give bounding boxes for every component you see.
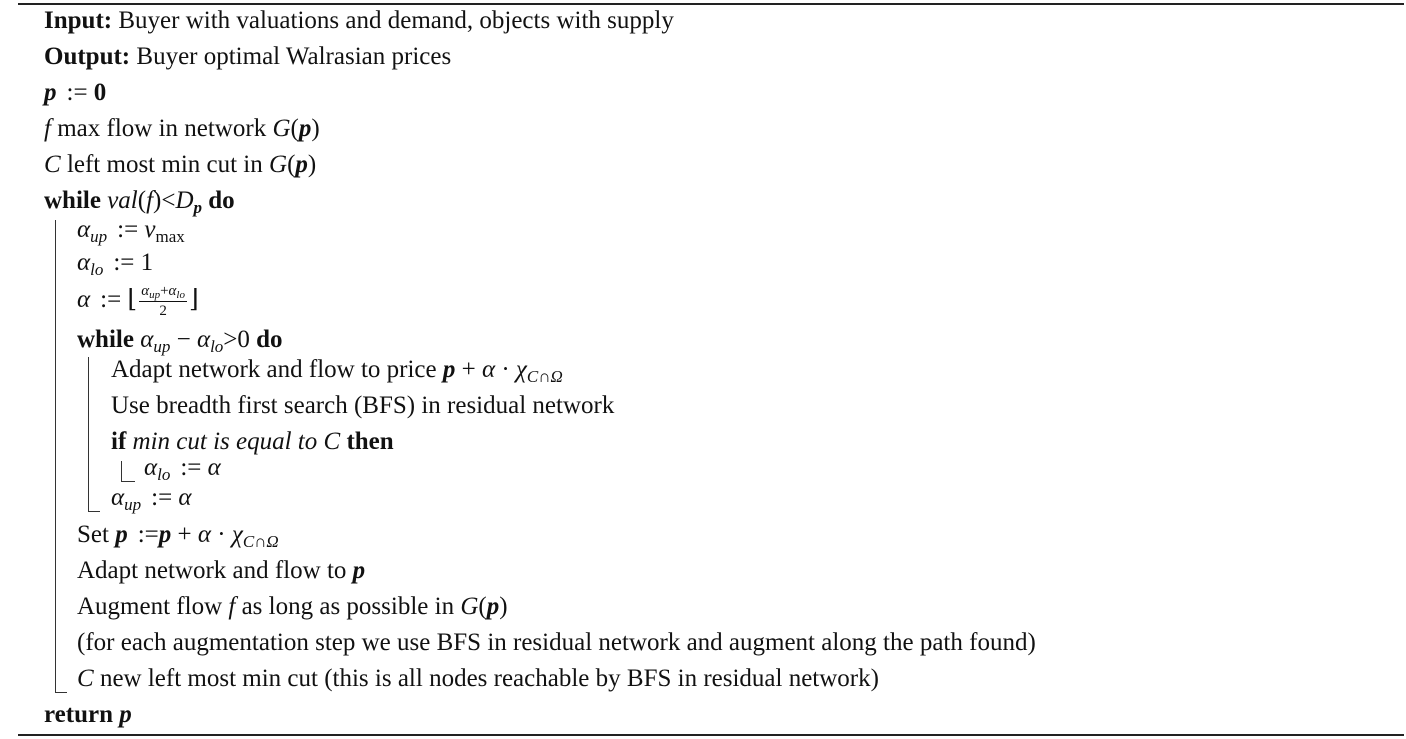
cut-var: C [44, 151, 61, 178]
price-var: p [442, 356, 456, 383]
alpha-symbol: α [197, 521, 211, 548]
init-price-line [44, 78, 106, 108]
alpha-sub: up [90, 227, 108, 246]
input-text: Buyer with valuations and demand, objects with supply [118, 7, 674, 34]
plus-op: + [461, 356, 476, 383]
price-var: p [352, 557, 366, 584]
return-line [44, 700, 132, 730]
alpha-sub: lo [90, 260, 104, 279]
graph-var: G [460, 593, 479, 620]
flow-var: f [146, 187, 154, 214]
if-block-bar [121, 461, 122, 481]
alpha-symbol: α [196, 326, 211, 353]
price-var: p [486, 593, 500, 620]
if-body-line [144, 453, 221, 483]
dot-op: · [217, 521, 226, 548]
new-cut-line [77, 664, 879, 694]
alpha-sub: up [153, 337, 171, 356]
chi-sub: C∩Ω [242, 532, 279, 551]
assign-op: := [66, 79, 88, 106]
zero-vector: 0 [93, 79, 107, 106]
new-cut-text: new left most min cut (this is all nodes reachable by BFS in residual network) [99, 665, 879, 692]
alpha-symbol: α [77, 216, 91, 243]
demand-var: D [175, 187, 194, 214]
outer-while-line: while $val(f)<D_p$ do [44, 187, 235, 217]
bfs-text: Use breadth first search (BFS) in residual network [111, 392, 615, 419]
v-sub: max [155, 227, 185, 246]
graph-var: G [272, 115, 291, 142]
price-var: p [115, 521, 128, 548]
adapt-text: Adapt network and flow to price [111, 356, 437, 383]
while-keyword: while [44, 187, 101, 214]
alpha-symbol: α [77, 286, 91, 314]
alpha-symbol: α [178, 484, 192, 511]
top-rule [18, 3, 1404, 5]
price-var: p [119, 701, 132, 728]
max-flow-line: f max flow in network G(p) [44, 115, 320, 142]
inner-while-block-end [88, 511, 100, 512]
set-text: Set [77, 521, 109, 548]
assign-op: := [137, 521, 159, 548]
output-label: Output: [44, 43, 131, 70]
while-keyword: while [77, 326, 134, 353]
adapt-price-line [111, 355, 563, 385]
outer-while-block-bar [55, 220, 56, 692]
flow-var: f [228, 593, 236, 620]
if-condition: min cut is equal to [132, 428, 318, 455]
return-keyword: return [44, 701, 113, 728]
price-var: p [298, 115, 312, 142]
inner-while-line [77, 325, 283, 355]
alpha-symbol: α [77, 249, 91, 276]
else-body-line [111, 483, 192, 513]
do-keyword: do [256, 326, 283, 353]
alpha-symbol: α [207, 454, 221, 481]
midpoint-fraction [139, 284, 187, 319]
bottom-rule [18, 734, 1404, 736]
output-line [44, 42, 451, 72]
cut-text: left most min cut in [66, 151, 263, 178]
alpha-up-init-line [77, 215, 185, 245]
augment-text-1: Augment flow [77, 593, 223, 620]
val-func: val [107, 187, 138, 214]
if-block-end [121, 481, 135, 482]
assign-op: := [117, 216, 139, 243]
flow-var: f [44, 115, 51, 142]
dot-op: · [501, 356, 510, 383]
alpha-symbol: α [144, 454, 158, 481]
input-line [44, 6, 674, 36]
outer-while-block-end [55, 692, 67, 693]
graph-var: G [269, 151, 288, 178]
then-keyword: then [346, 428, 394, 455]
v-var: v [144, 216, 156, 243]
assign-op: := [113, 249, 135, 276]
alpha-lo-init-line [77, 248, 153, 278]
chi-symbol: χ [515, 356, 527, 383]
augment-text-2: as long as possible in [241, 593, 455, 620]
fraction-denominator: 2 [159, 303, 167, 319]
inner-while-block-bar [88, 357, 89, 511]
set-price-line [77, 520, 279, 550]
one-value: 1 [140, 249, 154, 276]
price-var: p [295, 151, 308, 178]
floor-right: ⌋ [188, 286, 199, 314]
alpha-symbol: α [140, 326, 154, 353]
chi-symbol: χ [231, 521, 243, 548]
demand-sub: p [193, 198, 203, 217]
bfs-line [111, 391, 614, 421]
alpha-mid-line [77, 283, 199, 319]
alpha-sub: lo [157, 465, 171, 484]
plus-op: + [177, 521, 192, 548]
chi-sub: C∩Ω [526, 367, 563, 386]
assign-op: := [100, 286, 122, 314]
greater-zero: >0 [223, 326, 250, 353]
price-var: p [158, 521, 172, 548]
if-keyword: if [111, 428, 127, 455]
cut-var: C [77, 665, 94, 692]
flow-text: max flow in network [57, 115, 267, 142]
alpha-sub: lo [210, 337, 224, 356]
less-than: < [161, 187, 176, 214]
adapt-text: Adapt network and flow to [77, 557, 347, 584]
assign-op: := [151, 484, 173, 511]
augment-note: (for each augmentation step we use BFS in residual network and augment along the path found) [77, 629, 1036, 656]
augment-note-line [77, 628, 1036, 658]
augment-line: Augment flow f as long as possible in G(p) [77, 593, 508, 620]
assign-op: := [180, 454, 202, 481]
alpha-symbol: α [481, 356, 496, 383]
alpha-symbol: α [111, 484, 125, 511]
fraction-numerator: $\alpha_{up}+\alpha_{lo}$ [141, 283, 185, 301]
price-var: p [44, 79, 57, 106]
input-label: Input: [44, 7, 113, 34]
min-cut-line: C left most min cut in G(p) [44, 151, 317, 178]
minus-op: − [176, 326, 191, 353]
do-keyword: do [208, 187, 235, 214]
adapt-line [77, 556, 365, 586]
cut-var: C [323, 428, 341, 455]
alpha-sub: up [124, 495, 142, 514]
floor-left: ⌊ [127, 286, 138, 314]
output-text: Buyer optimal Walrasian prices [136, 43, 452, 70]
